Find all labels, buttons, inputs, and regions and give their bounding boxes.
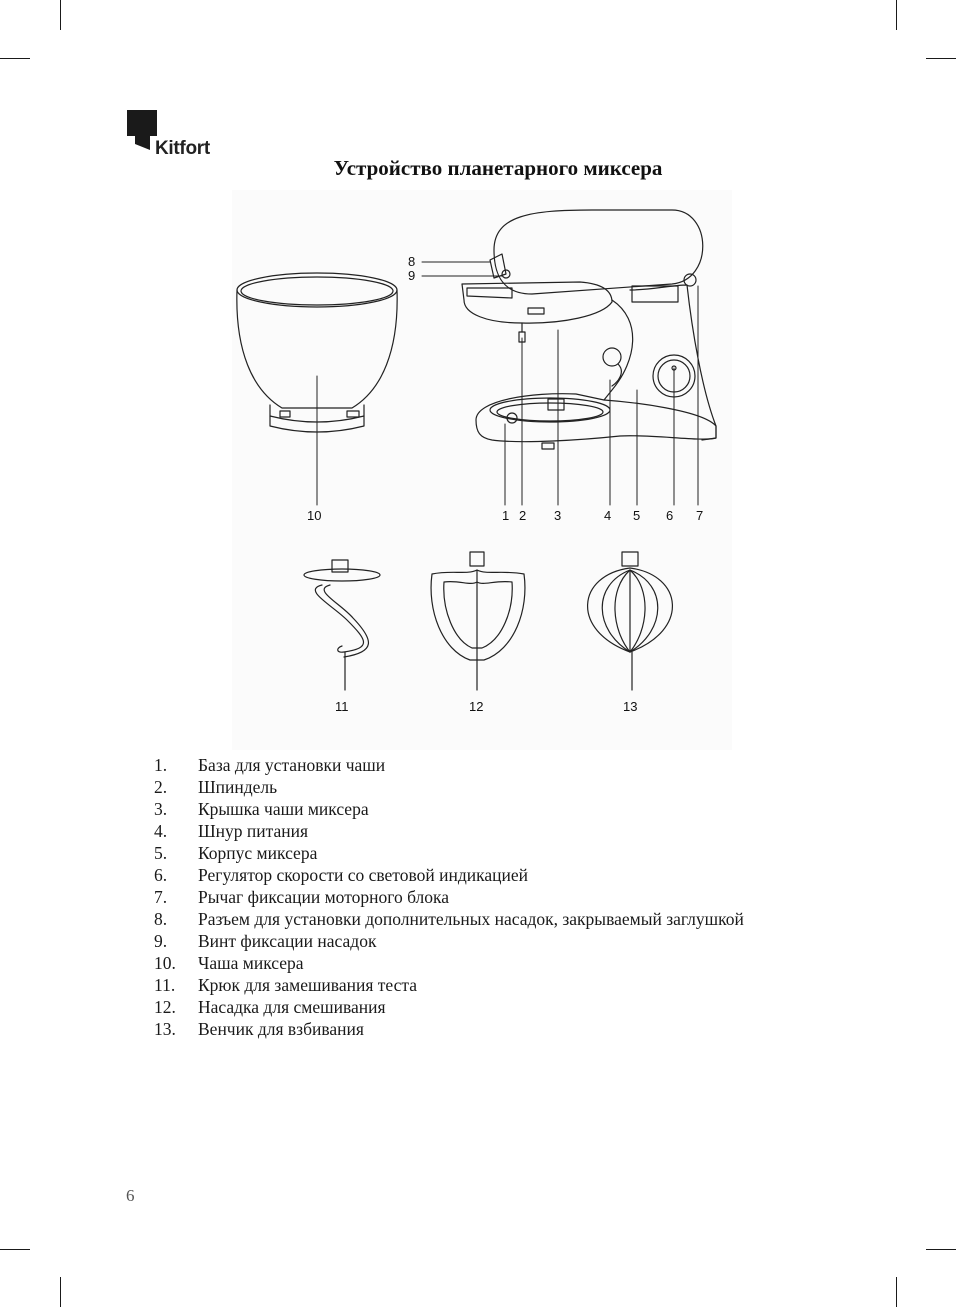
callout-3: 3 — [554, 508, 562, 523]
crop-mark — [926, 58, 956, 59]
item-text: Чаша миксера — [198, 953, 304, 973]
item-text: Шнур питания — [198, 821, 309, 841]
list-item — [154, 842, 744, 864]
item-number: 2. — [154, 777, 168, 797]
list-item — [154, 996, 744, 1018]
callout-8: 8 — [408, 254, 416, 269]
item-text: Винт фиксации насадок — [198, 931, 377, 951]
item-text: Регулятор скорости со световой индикацией — [198, 865, 528, 885]
list-item — [154, 930, 744, 952]
item-number: 9. — [154, 931, 168, 951]
callout-10: 10 — [307, 508, 322, 523]
list-item — [154, 820, 744, 842]
crop-mark — [926, 1249, 956, 1250]
item-text: Крюк для замешивания теста — [198, 975, 417, 995]
list-item — [154, 798, 744, 820]
callout-2: 2 — [519, 508, 527, 523]
callout-5: 5 — [633, 508, 641, 523]
callout-1: 1 — [502, 508, 510, 523]
list-item — [154, 864, 744, 886]
callout-9: 9 — [408, 268, 416, 283]
item-number: 10. — [154, 953, 176, 973]
list-item — [154, 974, 744, 996]
list-item — [154, 908, 744, 930]
list-item — [154, 952, 744, 974]
item-number: 6. — [154, 865, 168, 885]
item-number: 13. — [154, 1019, 176, 1039]
item-number: 5. — [154, 843, 168, 863]
callout-7: 7 — [696, 508, 704, 523]
item-text: Рычаг фиксации моторного блока — [198, 887, 450, 907]
crop-mark — [60, 0, 61, 30]
crop-mark — [60, 1277, 61, 1307]
crop-mark — [896, 1277, 897, 1307]
item-text: Разъем для установки дополнительных насадок, закрываемый заглушкой — [198, 909, 744, 929]
crop-mark — [0, 58, 30, 59]
callout-6: 6 — [666, 508, 674, 523]
item-number: 12. — [154, 997, 176, 1017]
item-number: 4. — [154, 821, 168, 841]
list-item — [154, 1018, 744, 1040]
item-text: Шпиндель — [198, 777, 278, 797]
parts-list — [154, 754, 744, 1040]
brand-name: Kitfort — [155, 138, 210, 159]
item-text: Корпус миксера — [198, 843, 318, 863]
item-number: 11. — [154, 975, 176, 995]
crop-mark — [896, 0, 897, 30]
item-number: 3. — [154, 799, 168, 819]
mixer-diagram — [232, 190, 732, 750]
item-number: 8. — [154, 909, 168, 929]
item-text: Венчик для взбивания — [198, 1019, 364, 1039]
list-item — [154, 886, 744, 908]
item-text: Насадка для смешивания — [198, 997, 386, 1017]
item-number: 1. — [154, 755, 168, 775]
callout-11: 11 — [335, 699, 349, 714]
callout-4: 4 — [604, 508, 612, 523]
page-number: 6 — [126, 1186, 135, 1205]
crop-mark — [0, 1249, 30, 1250]
list-item — [154, 754, 744, 776]
item-text: Крышка чаши миксера — [198, 799, 369, 819]
item-text: База для установки чаши — [198, 755, 386, 775]
item-number: 7. — [154, 887, 168, 907]
callout-13: 13 — [623, 699, 638, 714]
list-item — [154, 776, 744, 798]
page-title: Устройство планетарного миксера — [333, 156, 663, 180]
callout-12: 12 — [469, 699, 484, 714]
